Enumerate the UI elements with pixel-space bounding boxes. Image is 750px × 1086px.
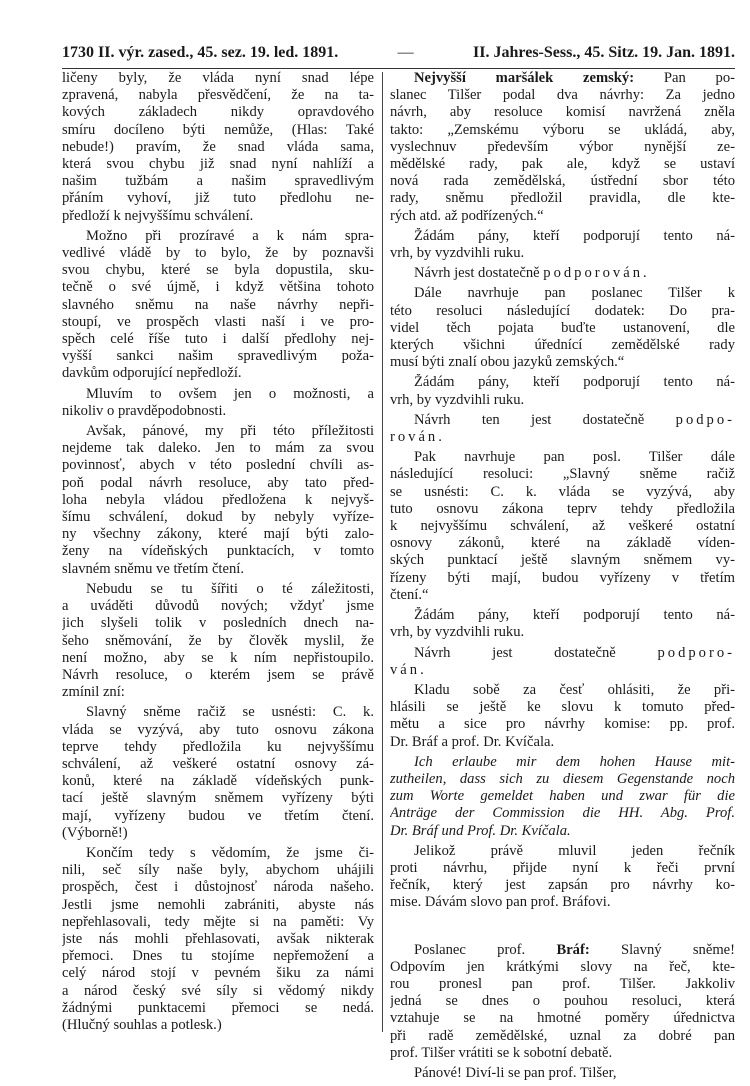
text-line: jich slyšeli tolik v posledních dnech na- bbox=[62, 615, 374, 632]
text-line: jste nás mohli přehlasovati, avšak nikterak bbox=[62, 930, 374, 947]
text-line: zpravená, nabyla přesvědčení, že na ta- bbox=[62, 87, 374, 104]
text-line: slavného sněmu na naše návrhy nepři- bbox=[62, 296, 374, 313]
text-line: nili, seč síly naše byly, abychom uhájili bbox=[62, 862, 374, 879]
text-line bbox=[390, 412, 735, 429]
text-line: vrh, by vyzdvihli ruku. bbox=[390, 245, 525, 262]
text-line: konů, které na základě vídeňských punk- bbox=[62, 773, 374, 790]
text-line: následující resoluci: „Slavný sněme račiž bbox=[390, 466, 735, 483]
text-line: Návrh resoluce, o kterém jsem se právě bbox=[62, 666, 374, 683]
text-line: Mluvím to ovšem jen o možnosti, a bbox=[86, 385, 374, 402]
text-line: slanec Tilšer podal dva návrhy: Za jedno bbox=[390, 87, 735, 104]
text-line: vrh, by vyzdvihli ruku. bbox=[390, 624, 525, 641]
text-segment: Návrh jest dostatečně bbox=[414, 644, 658, 661]
text-line: Žádám pány, kteří podporují tento ná- bbox=[414, 227, 735, 244]
paragraph bbox=[62, 845, 374, 1034]
text-line: této resoluci následující dodatek: Do pra- bbox=[390, 302, 735, 319]
text-line: stoupí, ve prospěch vlasti naší i ve pro- bbox=[62, 313, 374, 330]
spaced-text: podporo- bbox=[657, 644, 735, 661]
text-line: smíru docíleno býti nemůže, (Hlas: Také bbox=[62, 121, 374, 138]
text-line: nová rada zemědělská, ústřední sbor této bbox=[390, 173, 735, 190]
text-line: mědělské rady, pak ale, když se ustaví bbox=[390, 156, 735, 173]
text-line: Odpovím jen krátkými slovy na řeč, kte- bbox=[390, 958, 735, 975]
text-line: nepřehlasovali, tedy mějte si na paměti: Vy bbox=[62, 913, 374, 930]
paragraph bbox=[390, 645, 735, 679]
paragraph bbox=[390, 374, 735, 408]
text-line: mětu a sice pro návrhy komise: pp. prof. bbox=[390, 716, 735, 733]
text-line: našim tužbám a našim spravedlivým bbox=[62, 173, 374, 190]
paragraph bbox=[390, 942, 735, 1062]
text-line: vrh, by vyzdvihli ruku. bbox=[390, 391, 525, 408]
spaced-text: ván. bbox=[390, 661, 427, 678]
text-line: Jestli jsme nemohli zabrániti, abyste nás bbox=[62, 896, 374, 913]
text-line: a uváděti důvodů nových; vždyť jsme bbox=[62, 598, 374, 615]
text-line: řízeny býti mají, budou vyřízeny v třetím bbox=[390, 569, 735, 586]
text-line: Ich erlaube mir dem hohen Hause mit- bbox=[414, 753, 735, 770]
text-line: kových základech nikdy opravdového bbox=[62, 104, 374, 121]
text-segment: Návrh jest dostatečně bbox=[414, 265, 544, 282]
text-line: (Hlučný souhlas a potlesk.) bbox=[62, 1016, 222, 1033]
paragraph bbox=[390, 607, 735, 641]
paragraph bbox=[390, 754, 735, 840]
text-line bbox=[390, 429, 735, 446]
text-line: Nebudu se tu šířiti o té záležitosti, bbox=[86, 580, 374, 597]
paragraph bbox=[62, 704, 374, 842]
paragraph bbox=[390, 843, 735, 912]
text-line: takto: „Zemskému výboru se ukládá, aby, bbox=[390, 121, 735, 138]
text-line: Anträge der Commission die HH. Abg. Prof. bbox=[390, 805, 735, 822]
text-line: přemoci. Dnes tu stojíme nepřemožení a bbox=[62, 948, 374, 965]
text-line: Dr. Bráf und Prof. Dr. Kvíčala. bbox=[390, 822, 571, 839]
paragraph bbox=[390, 285, 735, 371]
text-line: Žádám pány, kteří podporují tento ná- bbox=[414, 607, 735, 624]
text-line: rých atd. až podřízených.“ bbox=[390, 207, 544, 224]
text-line: nebude!) pravím, že snad vláda sama, bbox=[62, 138, 374, 155]
text-line: Dále navrhuje pan poslanec Tilšer k bbox=[414, 285, 735, 302]
text-segment: Pan po- bbox=[634, 70, 735, 86]
text-line bbox=[390, 265, 735, 282]
text-line bbox=[390, 662, 735, 679]
column-divider bbox=[382, 72, 383, 1032]
paragraph bbox=[62, 70, 374, 225]
text-line: prospěch, čest i důstojnosť národa našeho. bbox=[62, 879, 374, 896]
text-line: jedná se dnes o pouhou resoluci, která bbox=[390, 993, 735, 1010]
header-german: II. Jahres-Sess., 45. Sitz. 19. Jan. 1891. bbox=[473, 44, 735, 61]
text-line: Pánové! Diví-li se pan prof. Tilšer, bbox=[414, 1064, 617, 1081]
text-line: Končím tedy s vědomím, že jsme či- bbox=[86, 844, 374, 861]
text-line: kterých všichni úřednící zemědělské rady bbox=[390, 337, 735, 354]
text-segment: Poslanec prof. bbox=[414, 941, 557, 958]
text-line: prof. Tilšer vrátiti se k sobotní debatě. bbox=[390, 1044, 613, 1061]
header-czech bbox=[62, 44, 338, 62]
text-line: schválení, až veškeré ostatní osnovy zá- bbox=[62, 755, 374, 772]
text-line: poň podal návrh resoluce, aby tato před- bbox=[62, 474, 374, 491]
header-dash: — bbox=[397, 44, 414, 61]
text-line: rou pronesl pan prof. Tilšer. Jakkoliv bbox=[390, 975, 735, 992]
text-line: čtení.“ bbox=[390, 586, 429, 603]
text-line: není možno, aby se k ním nepřistoupilo. bbox=[62, 649, 374, 666]
text-line: která svou chybu již snad nyní nahlíží a bbox=[62, 156, 374, 173]
paragraph bbox=[390, 682, 735, 751]
left-column bbox=[62, 70, 374, 1037]
text-line: tací ještě slavným sněmem vyřízeny býti bbox=[62, 790, 374, 807]
text-line bbox=[390, 645, 735, 662]
text-line: Pak navrhuje pan posl. Tilšer dále bbox=[414, 449, 735, 466]
text-line: davkům odporující nepředloží. bbox=[62, 365, 242, 382]
text-line: tuto osnovu zákona teprv tehdy předložila bbox=[390, 500, 735, 517]
text-line: zum Worte gemeldet haben und zwar für die bbox=[390, 788, 735, 805]
running-header bbox=[62, 44, 735, 62]
header-czech-text: II. výr. zased., 45. sez. 19. led. 1891. bbox=[98, 44, 339, 61]
text-line: vyslechnuv především výbor nynější ze- bbox=[390, 138, 735, 155]
text-line: povinnosť, abych v této poslední chvíli as- bbox=[62, 457, 374, 474]
text-line: ny všechny zákony, které mají býti zalo- bbox=[62, 526, 374, 543]
text-line: ských punktací ještě slavným sněmem vy- bbox=[390, 552, 735, 569]
text-line: šímu schválení, dokud by nebyly vyříze- bbox=[62, 509, 374, 526]
text-line: vedlivé vládě by to bylo, že by poznavši bbox=[62, 245, 374, 262]
text-line: žádnými punktacemi přemoci se nedá. bbox=[62, 999, 374, 1016]
text-line: nejdeme tak daleko. Jen to mám za svou bbox=[62, 440, 374, 457]
text-line: Slavný sněme račiž se usnésti: C. k. bbox=[86, 704, 374, 721]
spaced-text: podporován. bbox=[543, 265, 650, 282]
spaced-text: rován. bbox=[390, 429, 445, 446]
text-line: k nejvyššímu schválení, až veškeré ostatní bbox=[390, 518, 735, 535]
text-line: vztahuje se na hmotné poměry úřednictva bbox=[390, 1010, 735, 1027]
paragraph bbox=[390, 1065, 735, 1082]
text-line: videl těch pojata buďte ustanovení, dle bbox=[390, 319, 735, 336]
text-line: a národ český své síly si vědomý nikdy bbox=[62, 982, 374, 999]
paragraph bbox=[390, 228, 735, 262]
text-line: loha nebyla vládou předložena k nejvyš- bbox=[62, 491, 374, 508]
paragraph bbox=[390, 412, 735, 446]
text-line: teprve tehdy předložila ku nejvyššímu bbox=[62, 738, 374, 755]
paragraph bbox=[390, 70, 735, 225]
text-line: rady, sněmu předložil pravidla, dle kte- bbox=[390, 190, 735, 207]
text-line: ženy na vídeňských punktacích, v tomto bbox=[62, 543, 374, 560]
text-line: vláda se vyzývá, aby tuto osnovu zákona bbox=[62, 721, 374, 738]
text-line bbox=[390, 942, 735, 959]
text-line: slavném sněmu ve třetím čtení. bbox=[62, 560, 244, 577]
text-line: hlásili se ještě ke slovu k tomuto před- bbox=[390, 699, 735, 716]
text-line: Jelikož právě mluvil jeden řečník bbox=[414, 842, 735, 859]
text-line: Možno při prozíravé a k nám spra- bbox=[86, 227, 374, 244]
text-line: řečník, který jest zapsán pro návrhy ko- bbox=[390, 877, 735, 894]
text-line: zutheilen, dass sich zu diesem Gegenstande noch bbox=[390, 770, 735, 787]
paragraph bbox=[62, 423, 374, 578]
text-line: šeho sněmování, že by člověk myslil, že bbox=[62, 632, 374, 649]
text-line: mají, vyřízeny budou ve třetím čtení. bbox=[62, 807, 374, 824]
text-line: svou chybu, které se byla dopustila, sku- bbox=[62, 262, 374, 279]
text-segment: Návrh ten jest dostatečně bbox=[414, 411, 676, 428]
spaced-text: podpo- bbox=[675, 411, 735, 428]
paragraph bbox=[62, 581, 374, 701]
speaker-name: Nejvyšší maršálek zemský: bbox=[414, 70, 635, 86]
text-line: spěch celé říše tuto i další předlohy nej- bbox=[62, 331, 374, 348]
text-line: (Výborně!) bbox=[62, 824, 128, 841]
text-line bbox=[390, 70, 735, 87]
paragraph bbox=[390, 449, 735, 604]
text-segment: Slavný sněme! bbox=[589, 941, 735, 958]
right-column bbox=[390, 70, 735, 1085]
text-line: Avšak, pánové, my při této příležitosti bbox=[86, 423, 374, 440]
text-line: návrh, aby resoluce komisí navržená zněla bbox=[390, 104, 735, 121]
paragraph bbox=[62, 228, 374, 383]
text-line: proti návrhu, přijde nyní k řeči první bbox=[390, 859, 735, 876]
text-line: nikoliv o pravděpodobnosti. bbox=[62, 402, 227, 419]
text-line: musí býti znalí obou jazyků zemských.“ bbox=[390, 354, 625, 371]
header-rule bbox=[62, 68, 735, 69]
page-number: 1730 bbox=[62, 44, 94, 61]
text-line: při radě zemědělské, uznal za dobré pan bbox=[390, 1027, 735, 1044]
text-line: Žádám pány, kteří podporují tento ná- bbox=[414, 374, 735, 391]
text-line: Dr. Bráf a prof. Dr. Kvíčala. bbox=[390, 733, 555, 750]
text-line: tečně o své újmě, i když většina tohoto bbox=[62, 279, 374, 296]
text-line: se usnésti: C. k. vláda se vyzývá, aby bbox=[390, 483, 735, 500]
text-line: ličeny byly, že vláda nyní snad lépe bbox=[62, 70, 374, 86]
text-line: vyšší sankci našim spravedlivým poža- bbox=[62, 348, 374, 365]
text-line: zmínil zní: bbox=[62, 684, 125, 701]
text-line: přáním vyhoví, již tuto předlohu ne- bbox=[62, 190, 374, 207]
text-line: mise. Dávám slovo pan prof. Bráfovi. bbox=[390, 894, 611, 911]
text-line: Kladu sobě za česť ohlásiti, že při- bbox=[414, 681, 735, 698]
paragraph bbox=[390, 265, 735, 282]
text-line: celý národ stojí v pevném šiku za námi bbox=[62, 965, 374, 982]
paragraph bbox=[62, 386, 374, 420]
text-line: osnovy zákonů, které na základě víden- bbox=[390, 535, 735, 552]
speaker-name: Bráf: bbox=[556, 941, 590, 958]
text-line: předloží k nejvyššímu schválení. bbox=[62, 207, 254, 224]
